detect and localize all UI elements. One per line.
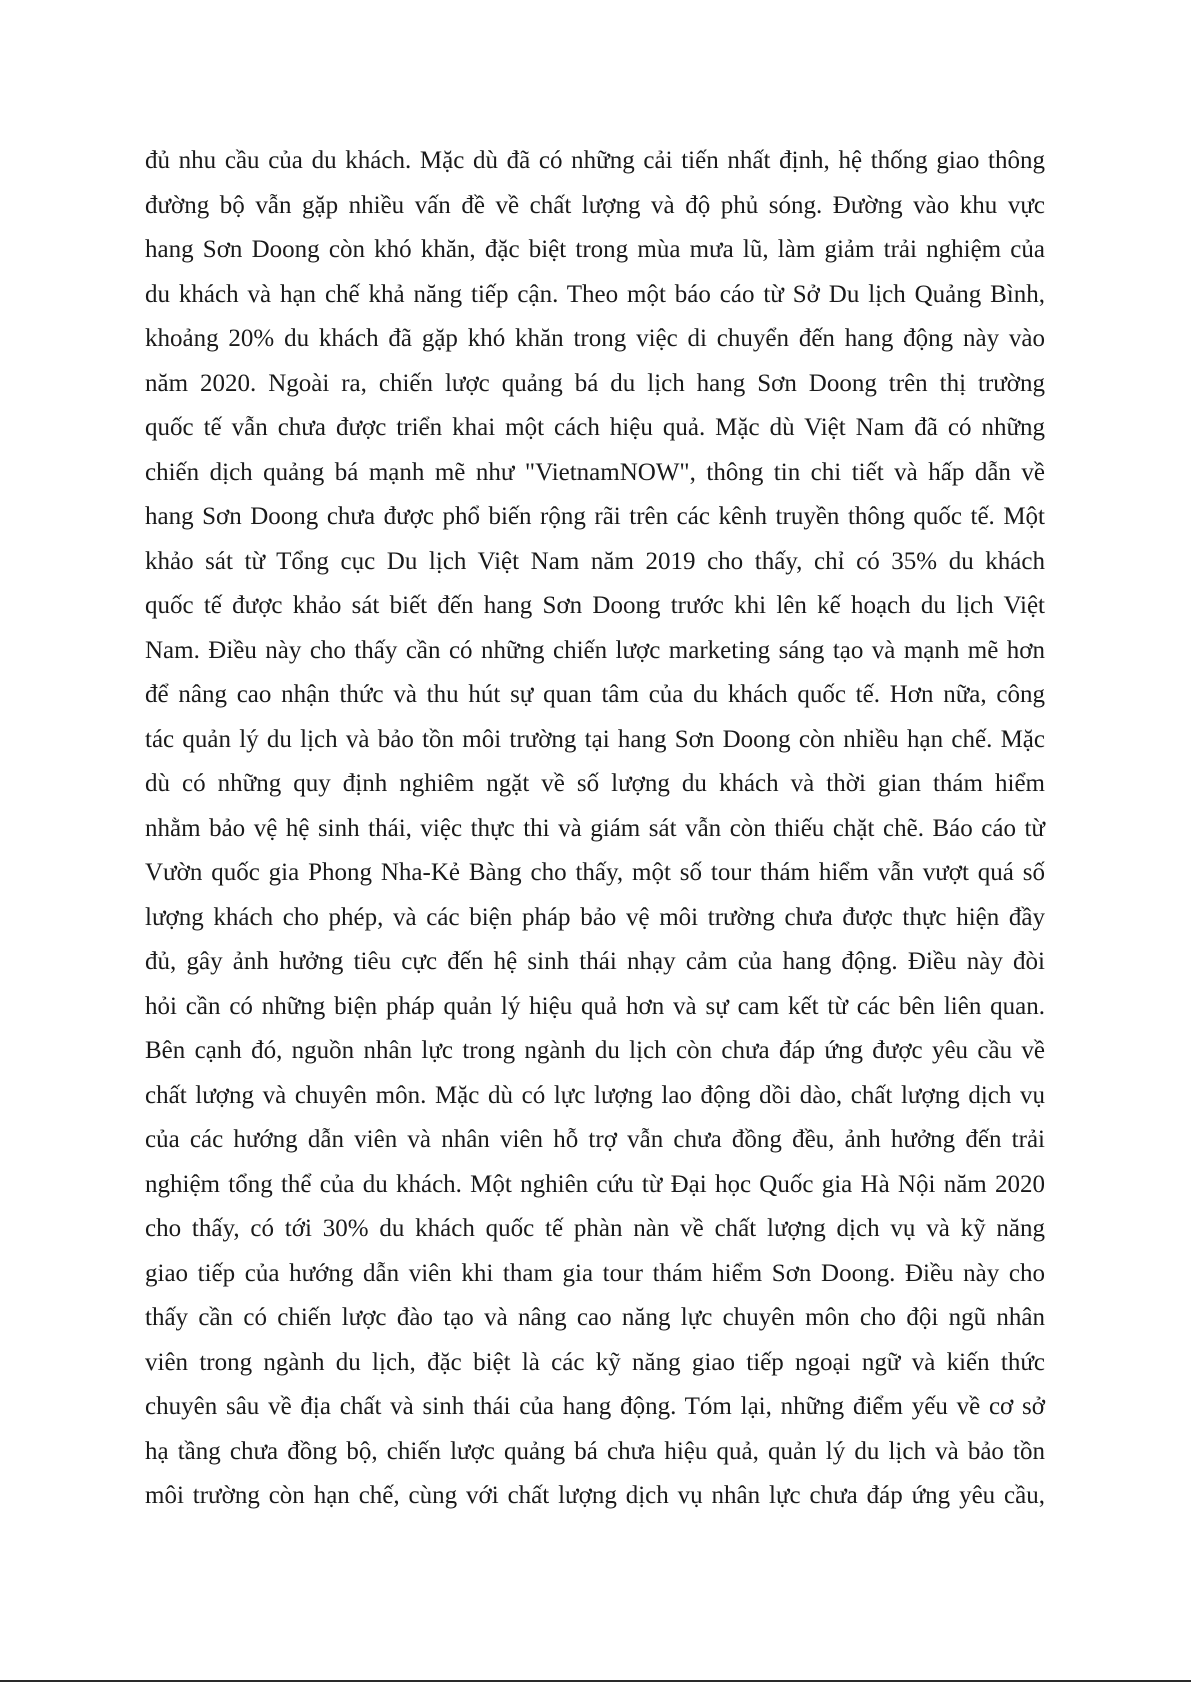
text-line: đường bộ vẫn gặp nhiều vấn đề về chất lượng và độ phủ sóng. Đường vào khu vực <box>145 191 1045 219</box>
text-line: đủ nhu cầu của du khách. Mặc dù đã có những cải tiến nhất định, hệ thống giao thông <box>145 147 1045 174</box>
text-line: khoảng 20% du khách đã gặp khó khăn trong việc di chuyển đến hang động này vào <box>145 325 1045 352</box>
page-bottom-rule <box>0 1680 1191 1682</box>
text-line: giao tiếp của hướng dẫn viên khi tham gia tour thám hiểm Sơn Doong. Điều này cho <box>145 1259 1045 1287</box>
text-line: năm 2020. Ngoài ra, chiến lược quảng bá du lịch hang Sơn Doong trên thị trường <box>145 369 1045 397</box>
text-line: Bên cạnh đó, nguồn nhân lực trong ngành du lịch còn chưa đáp ứng được yêu cầu về <box>145 1037 1045 1064</box>
text-line: thấy cần có chiến lược đào tạo và nâng cao năng lực chuyên môn cho đội ngũ nhân <box>145 1304 1045 1331</box>
text-line: chuyên sâu về địa chất và sinh thái của hang động. Tóm lại, những điểm yếu về cơ sở <box>145 1393 1045 1420</box>
text-line: hang Sơn Doong còn khó khăn, đặc biệt trong mùa mưa lũ, làm giảm trải nghiệm của <box>145 236 1045 263</box>
text-line: nhằm bảo vệ hệ sinh thái, việc thực thi và giám sát vẫn còn thiếu chặt chẽ. Báo cáo từ <box>145 814 1045 842</box>
text-line: hang Sơn Doong chưa được phổ biến rộng rãi trên các kênh truyền thông quốc tế. Một <box>145 503 1045 530</box>
text-line: nghiệm tổng thể của du khách. Một nghiên cứu từ Đại học Quốc gia Hà Nội năm 2020 <box>145 1170 1045 1198</box>
text-line: của các hướng dẫn viên và nhân viên hỗ trợ vẫn chưa đồng đều, ảnh hưởng đến trải <box>145 1126 1045 1153</box>
text-line: môi trường còn hạn chế, cùng với chất lượng dịch vụ nhân lực chưa đáp ứng yêu cầu, <box>145 1482 1045 1509</box>
text-line: lượng khách cho phép, và các biện pháp bảo vệ môi trường chưa được thực hiện đầy <box>145 903 1045 931</box>
text-line: quốc tế được khảo sát biết đến hang Sơn Doong trước khi lên kế hoạch du lịch Việt <box>145 592 1045 619</box>
text-line: chất lượng và chuyên môn. Mặc dù có lực lượng lao động dồi dào, chất lượng dịch vụ <box>145 1081 1045 1109</box>
text-line: hạ tầng chưa đồng bộ, chiến lược quảng bá chưa hiệu quả, quản lý du lịch và bảo tồn <box>145 1437 1045 1465</box>
text-line: hỏi cần có những biện pháp quản lý hiệu quả hơn và sự cam kết từ các bên liên quan. <box>145 992 1045 1020</box>
text-line: du khách và hạn chế khả năng tiếp cận. Theo một báo cáo từ Sở Du lịch Quảng Bình, <box>145 280 1045 308</box>
text-line: Vườn quốc gia Phong Nha-Kẻ Bàng cho thấy, một số tour thám hiểm vẫn vượt quá số <box>145 859 1045 886</box>
text-line: Nam. Điều này cho thấy cần có những chiến lược marketing sáng tạo và mạnh mẽ hơn <box>145 636 1045 664</box>
text-line: để nâng cao nhận thức và thu hút sự quan tâm của du khách quốc tế. Hơn nữa, công <box>145 681 1045 708</box>
text-line: viên trong ngành du lịch, đặc biệt là các kỹ năng giao tiếp ngoại ngữ và kiến thức <box>145 1348 1045 1376</box>
text-line: cho thấy, có tới 30% du khách quốc tế phàn nàn về chất lượng dịch vụ và kỹ năng <box>145 1215 1045 1242</box>
text-line: khảo sát từ Tổng cục Du lịch Việt Nam năm 2019 cho thấy, chỉ có 35% du khách <box>145 547 1045 575</box>
text-line: đủ, gây ảnh hưởng tiêu cực đến hệ sinh thái nhạy cảm của hang động. Điều này đòi <box>145 948 1045 975</box>
text-line: chiến dịch quảng bá mạnh mẽ như "VietnamNOW", thông tin chi tiết và hấp dẫn về <box>145 458 1045 486</box>
body-paragraph <box>145 139 1045 1519</box>
text-line: dù có những quy định nghiêm ngặt về số lượng du khách và thời gian thám hiểm <box>145 770 1045 797</box>
text-line: tác quản lý du lịch và bảo tồn môi trường tại hang Sơn Doong còn nhiều hạn chế. Mặc <box>145 725 1045 753</box>
text-line: quốc tế vẫn chưa được triển khai một cách hiệu quả. Mặc dù Việt Nam đã có những <box>145 414 1045 441</box>
